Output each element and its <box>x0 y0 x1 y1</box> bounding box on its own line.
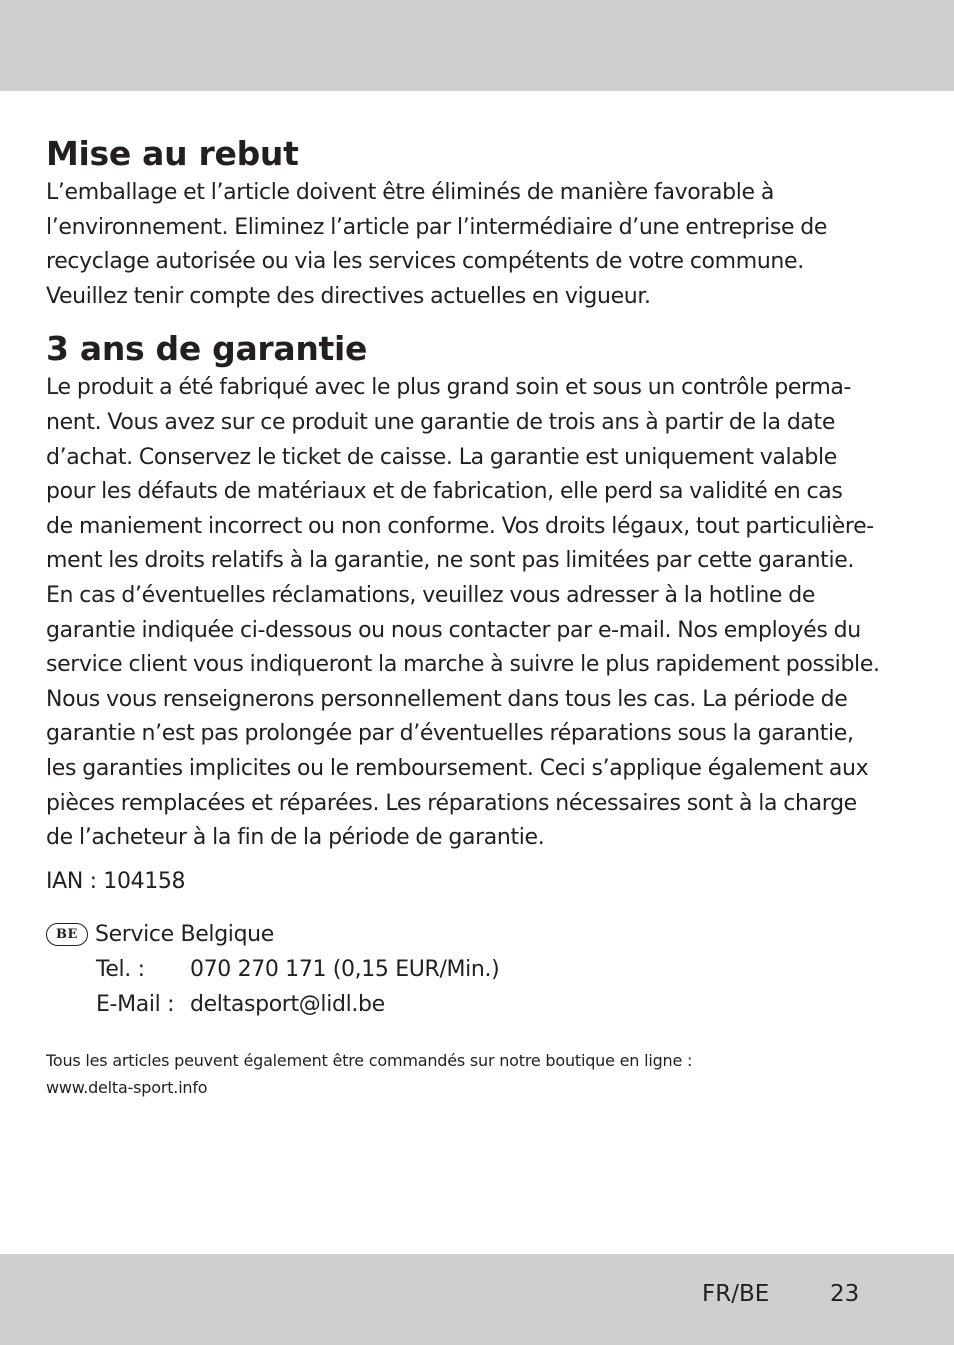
country-badge-icon: BE <box>46 923 88 946</box>
phone-label: Tel. : <box>96 956 145 982</box>
service-block <box>46 917 916 1022</box>
online-shop-text: Tous les articles peuvent également être commandés sur notre boutique en ligne : <box>46 1050 693 1070</box>
section-heading-disposal: Mise au rebut <box>46 134 299 173</box>
disposal-text: L’emballage et l’article doivent être éliminés de manière favorable à l’environnement. Eliminez l’article par l’intermédiaire d’une entreprise de recyclage autorisée ou via les services compétents de votre commune. Veuillez tenir compte des directives actuelles en vigueur. <box>46 180 828 309</box>
phone-row <box>46 952 916 987</box>
page-content <box>46 132 916 1101</box>
email-address[interactable]: deltasport@lidl.be <box>190 991 385 1017</box>
online-shop-note <box>46 1047 916 1101</box>
online-shop-link[interactable]: www.delta-sport.info <box>46 1077 208 1097</box>
email-label: E-Mail : <box>96 991 175 1017</box>
service-title: Service Belgique <box>95 921 274 947</box>
page-footer <box>702 1281 859 1307</box>
email-row <box>46 987 916 1022</box>
section-heading-warranty: 3 ans de garantie <box>46 329 368 369</box>
header-band <box>0 0 954 91</box>
language-label: FR/BE <box>702 1281 770 1307</box>
phone-number[interactable]: 070 270 171 (0,15 EUR/Min.) <box>190 956 500 982</box>
page-number: 23 <box>830 1281 860 1307</box>
service-title-row <box>46 917 916 952</box>
warranty-text: Le produit a été fabriqué avec le plus grand soin et sous un contrôle perma- nent. Vous avez sur ce produit une garantie de trois ans à partir de la date d’achat. Conservez le ticket de caisse. La garantie est uniquement valable pour les défauts de matériaux et de fabrication, elle perd sa validité en cas de maniement incorrect ou non conforme. Vos droits légaux, tout particulière- ment les droits relatifs à la garantie, ne sont pas limitées par cette garantie. En cas d’éventuelles réclamations, veuillez vous adresser à la hotline de garantie indiquée ci-dessous ou nous contacter par e-mail. Nos employés du service client vous indiqueront la marche à suivre le plus rapidement possible. Nous vous renseignerons personnellement dans tous les cas. La période de garantie n’est pas prolongée par d’éventuelles réparations sous la garantie, les garanties implicites ou le remboursement. Ceci s’applique également aux pièces remplacées et réparées. Les réparations nécessaires sont à la charge de l’acheteur à la fin de la période de garantie. <box>46 375 880 851</box>
ian-number: IAN : 104158 <box>46 868 186 894</box>
